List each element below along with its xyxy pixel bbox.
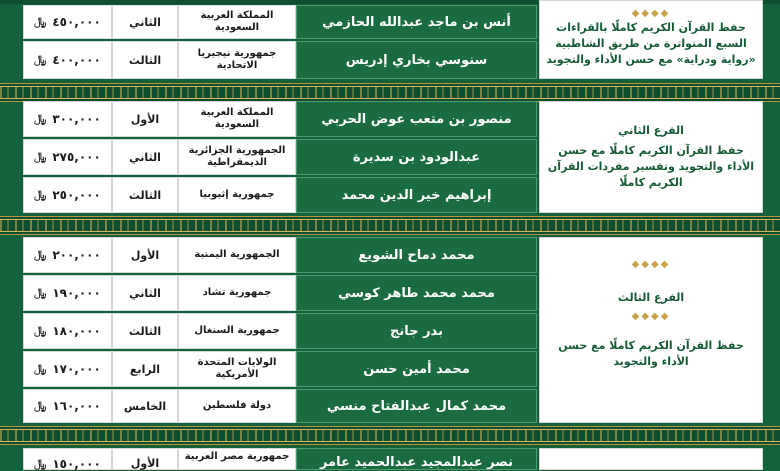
country-cell: جمهورية مصر العربية [178,448,296,470]
prize-cell [23,448,112,470]
winner-name: سنوسي بخاري إدريس [296,41,537,79]
ornament-dots: ◆◆◆◆ [631,310,671,322]
rank-cell: الثاني [112,5,178,39]
country-cell: جمهورية إثيوبيا [178,177,296,213]
rank-cell: الأول [112,448,178,470]
branch-description: حفظ القرآن الكريم كاملًا بالقراءات السبع المتواترة من طريق الشاطبية «رواية ودراية» مع حسن الأداء والتجويد [546,21,756,67]
riyal-icon: ﷼ [34,150,47,163]
riyal-icon: ﷼ [34,112,47,125]
winner-name: نصر عبدالمجيد عبدالحميد عامر [296,448,537,470]
prize-value: ٢٧٥,٠٠٠ [52,150,101,164]
country-cell: الجمهورية اليمنية [178,237,296,273]
branch-title: الفرع الثالث [617,290,685,304]
winner-name: محمد كمال عبدالفتاح منسي [296,389,537,423]
prize-cell [23,275,112,311]
prize-value: ٣٠٠,٠٠٠ [52,112,101,126]
prize-value: ١٥٠,٠٠٠ [52,457,101,471]
rank-cell: الثالث [112,41,178,79]
country-cell: دولة فلسطين [178,389,296,423]
prize-value: ١٨٠,٠٠٠ [52,324,101,338]
country-cell: المملكة العربية السعودية [178,101,296,137]
prize-value: ١٦٠,٠٠٠ [52,399,101,413]
prize-value: ١٧٠,٠٠٠ [52,362,101,376]
branch-description-cell [539,0,763,79]
rank-cell: الثاني [112,275,178,311]
prize-value: ٤٠٠,٠٠٠ [52,53,101,67]
country-cell: جمهورية نيجيريا الاتحادية [178,41,296,79]
prize-cell [23,41,112,79]
prize-cell [23,101,112,137]
branch-description-cell [539,448,763,470]
riyal-icon: ﷼ [34,324,47,337]
riyal-icon: ﷼ [34,399,47,412]
prize-value: ١٩٠,٠٠٠ [52,286,101,300]
rank-cell: الخامس [112,389,178,423]
rank-cell: الأول [112,237,178,273]
riyal-icon: ﷼ [34,53,47,66]
prize-cell [23,139,112,175]
winner-name: محمد محمد طاهر كوسي [296,275,537,311]
prize-cell [23,351,112,387]
ornamental-divider [0,83,780,102]
prize-value: ٢٥٠,٠٠٠ [52,188,101,202]
ornament-dots: ◆◆◆◆ [631,8,671,19]
winner-name: أنس بن ماجد عبدالله الحازمي [296,5,537,39]
country-cell: المملكة العربية السعودية [178,5,296,39]
rank-cell: الثالث [112,177,178,213]
riyal-icon: ﷼ [34,457,47,470]
riyal-icon: ﷼ [34,362,47,375]
riyal-icon: ﷼ [34,248,47,261]
branch-description: حفظ القرآن الكريم كاملًا مع حسن الأداء والتجويد وتفسير مفردات القرآن الكريم كاملًا [547,144,755,189]
ornamental-divider [0,216,780,235]
branch-description: حفظ القرآن الكريم كاملًا مع حسن الأداء والتجويد [558,339,744,369]
prize-cell [23,5,112,39]
riyal-icon: ﷼ [34,15,47,28]
branch-description-cell [539,237,763,423]
winner-name: محمد أمين حسن [296,351,537,387]
ornament-dots: ◆◆◆◆ [631,259,671,270]
ornamental-divider [0,426,780,445]
winner-name: بدر جانج [296,313,537,349]
riyal-icon: ﷼ [34,188,47,201]
rank-cell: الثالث [112,313,178,349]
winner-name: محمد دماح الشويع [296,237,537,273]
country-cell: جمهورية تشاد [178,275,296,311]
prize-cell [23,177,112,213]
country-cell: الجمهورية الجزائرية الديمقراطية [178,139,296,175]
prize-value: ٤٥٠,٠٠٠ [52,15,101,29]
rank-cell: الثاني [112,139,178,175]
country-cell: جمهورية السنغال [178,313,296,349]
branch-description-cell [539,101,763,213]
winner-name: عبدالودود بن سديرة [296,139,537,175]
prize-cell [23,237,112,273]
prize-value: ٢٠٠,٠٠٠ [52,248,101,262]
winner-name: إبراهيم خير الدين محمد [296,177,537,213]
prize-cell [23,313,112,349]
winner-name: منصور بن متعب عوض الحربي [296,101,537,137]
rank-cell: الرابع [112,351,178,387]
prize-cell [23,389,112,423]
branch-title: الفرع الثاني [618,124,684,138]
rank-cell: الأول [112,101,178,137]
country-cell: الولايات المتحدة الأمريكية [178,351,296,387]
riyal-icon: ﷼ [34,286,47,299]
